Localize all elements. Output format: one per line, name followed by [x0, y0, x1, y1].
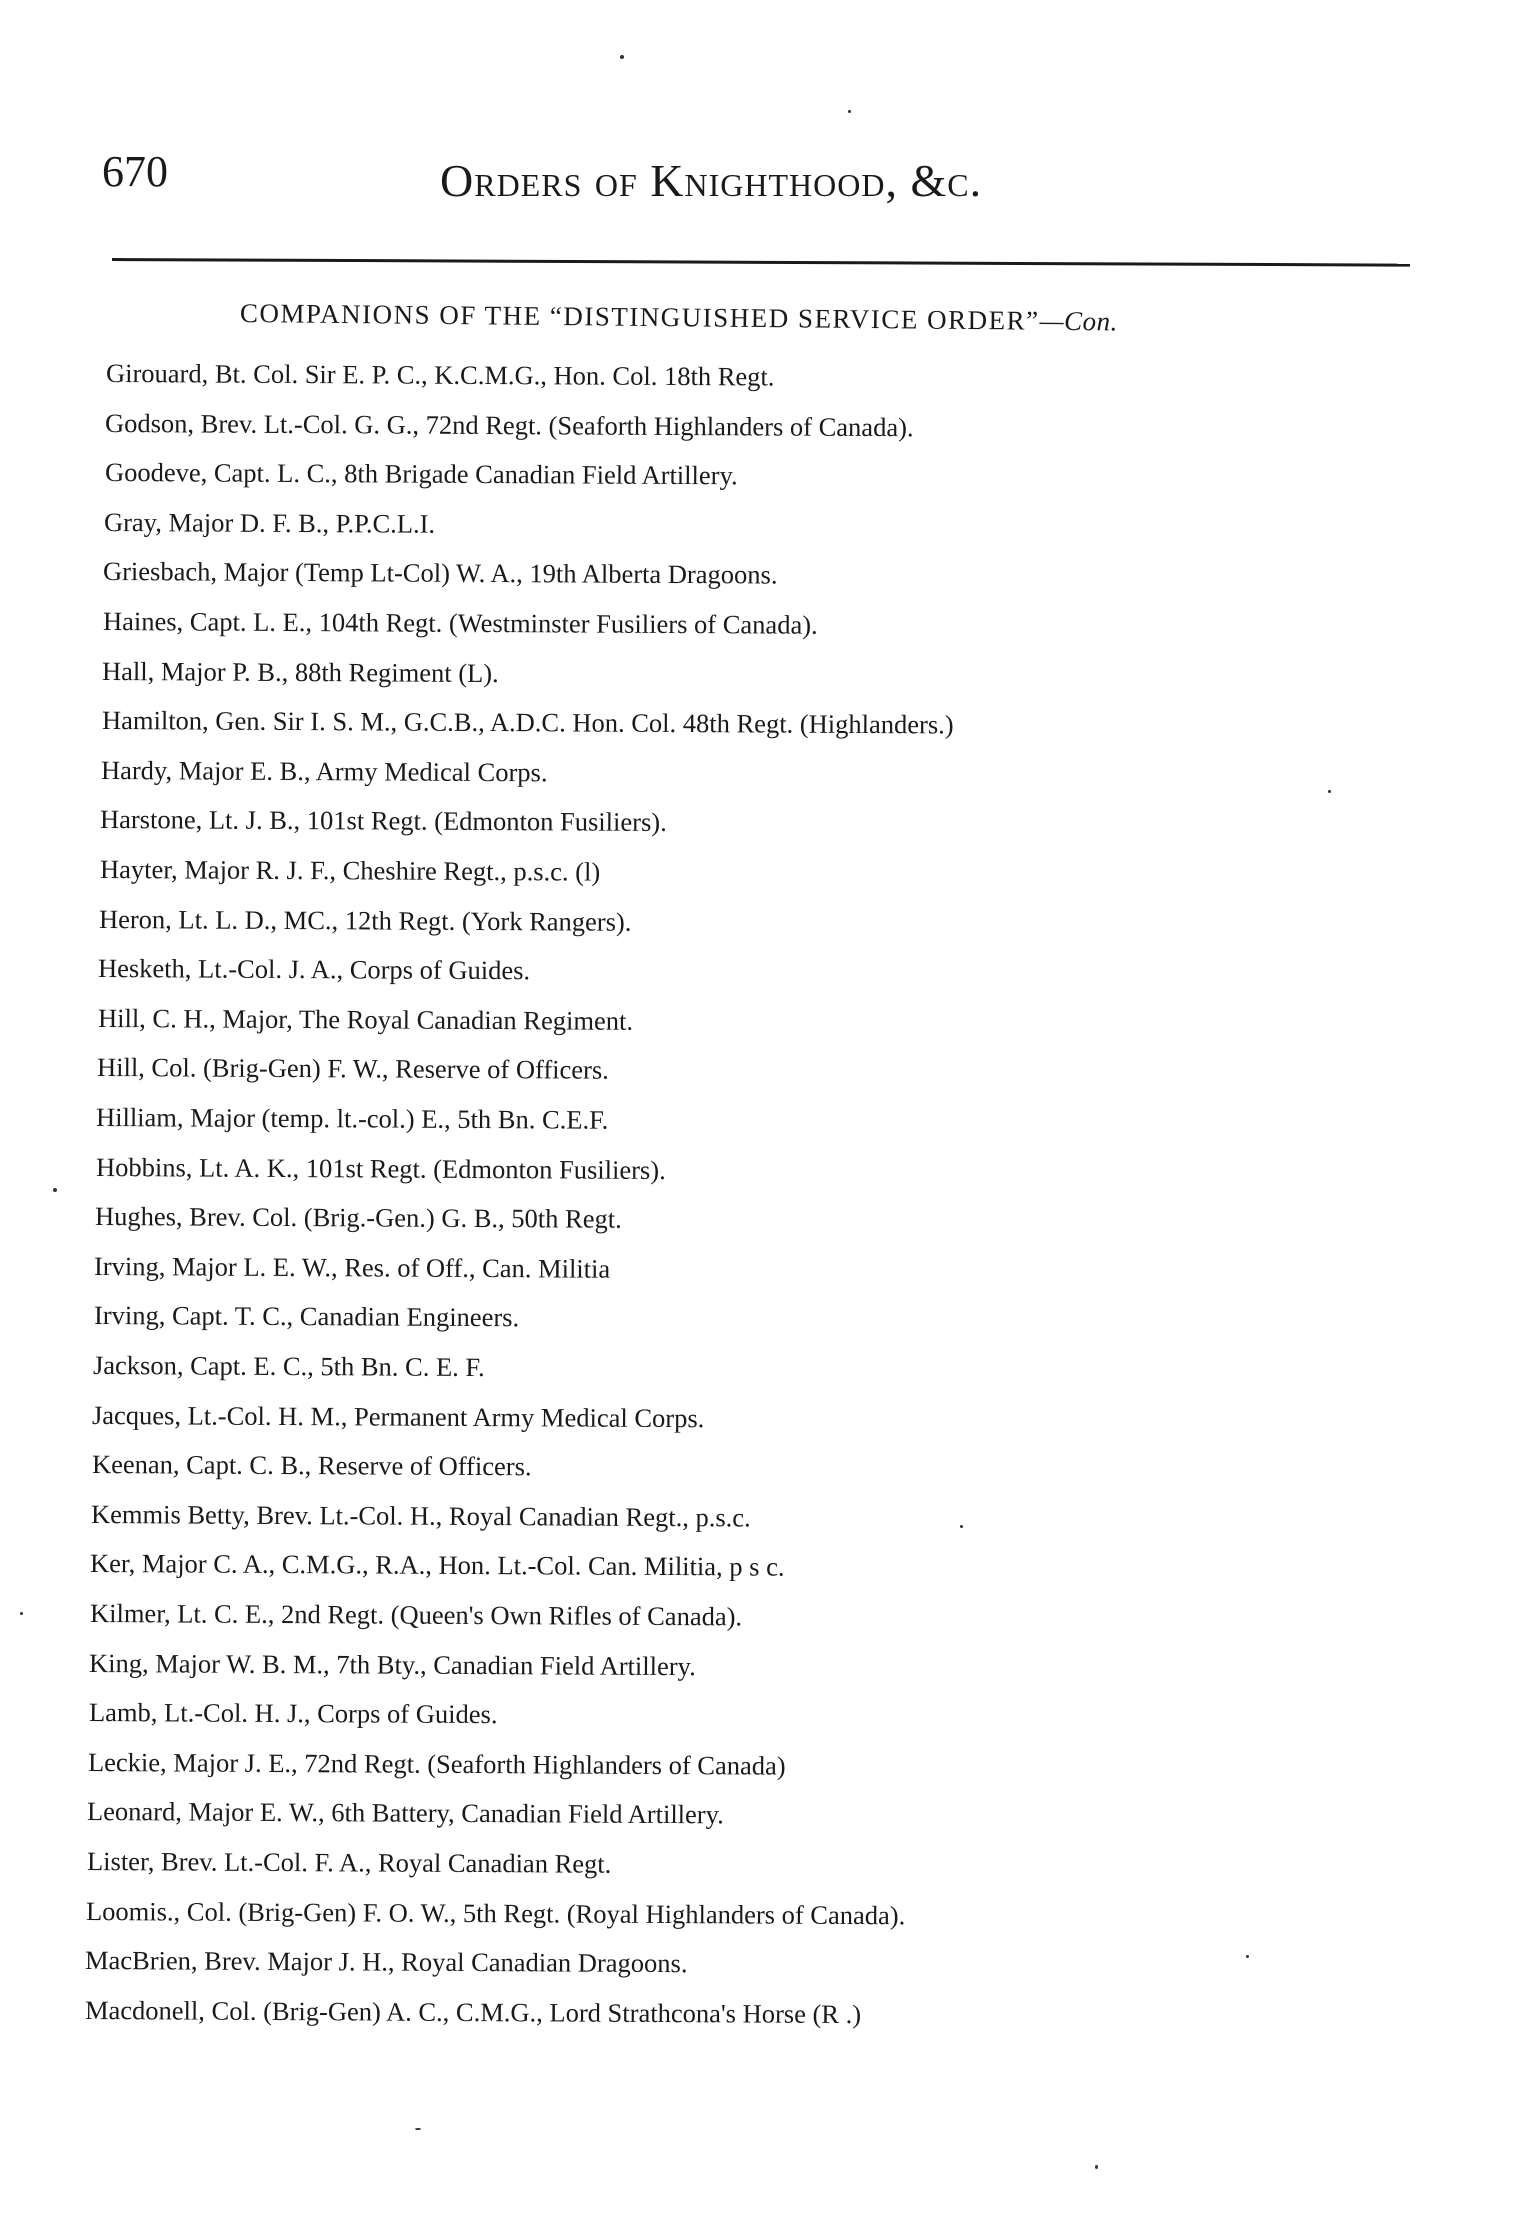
entry-line: MacBrien, Brev. Major J. H., Royal Canadian Dragoons.: [85, 1945, 688, 1979]
entry-line: Gray, Major D. F. B., P.P.C.L.I.: [103, 506, 436, 539]
scan-speck: [1246, 1955, 1249, 1958]
entry-line: Hobbins, Lt. A. K., 101st Regt. (Edmonton Fusiliers).: [95, 1151, 666, 1185]
scan-speck: [53, 1188, 57, 1192]
entry-line: Loomis., Col. (Brig-Gen) F. O. W., 5th Regt. (Royal Highlanders of Canada).: [85, 1895, 906, 1930]
scan-speck: [620, 55, 624, 59]
entry-line: Godson, Brev. Lt.-Col. G. G., 72nd Regt. (Seaforth Highlanders of Canada).: [105, 407, 914, 442]
entry-line: King, Major W. B. M., 7th Bty., Canadian Field Artillery.: [89, 1647, 696, 1681]
entry-line: Hayter, Major R. J. F., Cheshire Regt., p.s.c. (l): [99, 854, 600, 887]
entry-line: Girouard, Bt. Col. Sir E. P. C., K.C.M.G., Hon. Col. 18th Regt.: [105, 358, 775, 392]
entry-line: Irving, Major L. E. W., Res. of Off., Can. Militia: [94, 1250, 611, 1284]
entry-line: Hill, Col. (Brig-Gen) F. W., Reserve of Officers.: [96, 1052, 609, 1086]
entry-line: Heron, Lt. L. D., MC., 12th Regt. (York Rangers).: [98, 903, 632, 937]
entry-line: Macdonell, Col. (Brig-Gen) A. C., C.M.G., Lord Strathcona's Horse (R .): [84, 1994, 861, 2029]
scan-speck: [1328, 790, 1331, 793]
entry-line: Hamilton, Gen. Sir I. S. M., G.C.B., A.D.C. Hon. Col. 48th Regt. (Highlanders.): [101, 705, 954, 740]
entry-line: Hall, Major P. B., 88th Regiment (L).: [102, 655, 499, 688]
entry-line: Jacques, Lt.-Col. H. M., Permanent Army Medical Corps.: [92, 1399, 705, 1433]
entry-line: Leonard, Major E. W., 6th Battery, Canadian Field Artillery.: [87, 1796, 725, 1830]
entry-line: Keenan, Capt. C. B., Reserve of Officers.: [91, 1449, 532, 1482]
entry-line: Hill, C. H., Major, The Royal Canadian Regiment.: [97, 1002, 633, 1036]
scan-speck: [415, 2128, 421, 2130]
entry-line: Haines, Capt. L. E., 104th Regt. (Westminster Fusiliers of Canada).: [102, 606, 818, 640]
scan-speck: [1095, 2165, 1098, 2169]
entry-line: Griesbach, Major (Temp Lt-Col) W. A., 19th Alberta Dragoons.: [103, 556, 778, 590]
entry-line: Kemmis Betty, Brev. Lt.-Col. H., Royal Canadian Regt., p.s.c.: [90, 1498, 751, 1533]
entry-line: Hardy, Major E. B., Army Medical Corps.: [100, 754, 548, 788]
section-heading-text: COMPANIONS OF THE “DISTINGUISHED SERVICE ORDER”: [239, 298, 1040, 336]
scan-speck: [20, 1612, 23, 1615]
entry-line: Irving, Capt. T. C., Canadian Engineers.: [93, 1300, 519, 1333]
entry-line: Kilmer, Lt. C. E., 2nd Regt. (Queen's Own Rifles of Canada).: [89, 1598, 742, 1632]
entry-line: Ker, Major C. A., C.M.G., R.A., Hon. Lt.-Col. Can. Militia, p s c.: [90, 1548, 786, 1583]
entry-line: Leckie, Major J. E., 72nd Regt. (Seaforth Highlanders of Canada): [87, 1746, 786, 1781]
entry-line: Lamb, Lt.-Col. H. J., Corps of Guides.: [88, 1697, 498, 1730]
scan-speck: [960, 1525, 963, 1528]
section-heading-continuation: —Con.: [1039, 305, 1119, 337]
entry-line: Goodeve, Capt. L. C., 8th Brigade Canadian Field Artillery.: [104, 457, 738, 491]
scan-speck: [848, 110, 851, 113]
entry-line: Lister, Brev. Lt.-Col. F. A., Royal Canadian Regt.: [86, 1846, 611, 1879]
entry-line: Harstone, Lt. J. B., 101st Regt. (Edmonton Fusiliers).: [100, 804, 668, 838]
running-head: Orders of Knighthood, &c.: [440, 155, 983, 206]
entry-line: Hilliam, Major (temp. lt.-col.) E., 5th Bn. C.E.F.: [96, 1102, 609, 1135]
entry-line: Jackson, Capt. E. C., 5th Bn. C. E. F.: [92, 1350, 485, 1383]
entry-line: Hughes, Brev. Col. (Brig.-Gen.) G. B., 50th Regt.: [94, 1201, 622, 1234]
entry-line: Hesketh, Lt.-Col. J. A., Corps of Guides.: [98, 953, 531, 986]
page-number: 670: [102, 147, 168, 196]
